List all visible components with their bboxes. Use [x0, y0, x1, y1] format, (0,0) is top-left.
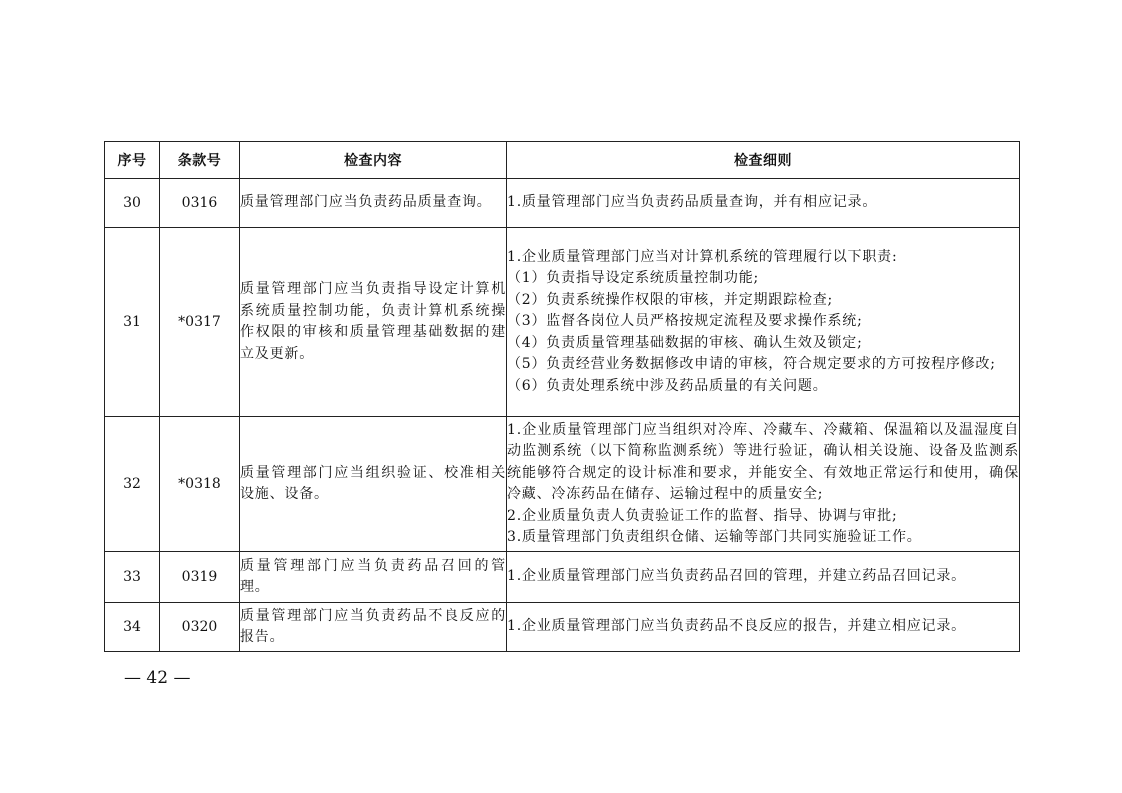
detail-line: 1.企业质量管理部门应当组织对冷库、冷藏车、冷藏箱、保温箱以及温湿度自动监测系统（以下简称监测系统）等进行验证，确认相关设施、设备及监测系统能够符合规定的设计标准和要求，并能安全、有效地正常运行和使用，确保冷藏、冷冻药品在储存、运输过程中的质量安全; — [507, 421, 1019, 502]
detail-line: 3.质量管理部门负责组织仓储、运输等部门共同实施验证工作。 — [507, 529, 922, 545]
row-num: 33 — [105, 552, 160, 603]
table-row — [105, 179, 1020, 228]
detail-line: （3）监督各岗位人员严格按规定流程及要求操作系统; — [507, 313, 863, 330]
detail-line: （4）负责质量管理基础数据的审核、确认生效及锁定; — [507, 334, 863, 351]
detail-line: （2）负责系统操作权限的审核，并定期跟踪检查; — [507, 291, 834, 308]
table-row — [105, 603, 1020, 652]
row-num: 31 — [105, 228, 160, 417]
detail-line: （6）负责处理系统中涉及药品质量的有关问题。 — [507, 377, 828, 394]
row-num: 32 — [105, 417, 160, 552]
row-detail — [507, 417, 1020, 552]
row-num: 34 — [105, 603, 160, 652]
header-clause: 条款号 — [160, 142, 240, 179]
row-content: 质量管理部门应当负责药品质量查询。 — [240, 179, 507, 228]
detail-line: （1）负责指导设定系统质量控制功能; — [507, 270, 760, 287]
row-content: 质量管理部门应当组织验证、校准相关设施、设备。 — [240, 417, 507, 552]
row-clause: 0320 — [160, 603, 240, 652]
row-clause: *0317 — [160, 228, 240, 417]
row-clause: *0318 — [160, 417, 240, 552]
row-content: 质量管理部门应当负责药品召回的管理。 — [240, 552, 507, 603]
inspection-table — [104, 141, 1020, 652]
detail-line: 1.企业质量管理部门应当负责药品召回的管理，并建立药品召回记录。 — [507, 568, 966, 585]
page-number: — 42 — — [124, 668, 191, 688]
header-detail: 检查细则 — [507, 142, 1020, 179]
row-detail — [507, 552, 1020, 603]
table-row — [105, 228, 1020, 417]
row-num: 30 — [105, 179, 160, 228]
detail-line: 1.企业质量管理部门应当负责药品不良反应的报告，并建立相应记录。 — [507, 618, 966, 635]
table-header-row — [105, 142, 1020, 179]
detail-line: （5）负责经营业务数据修改申请的审核，符合规定要求的方可按程序修改; — [507, 356, 996, 373]
row-content: 质量管理部门应当负责药品不良反应的报告。 — [240, 603, 507, 652]
row-clause: 0316 — [160, 179, 240, 228]
row-detail — [507, 228, 1020, 417]
table-row — [105, 417, 1020, 552]
detail-line: 1.质量管理部门应当负责药品质量查询，并有相应记录。 — [507, 194, 878, 211]
row-clause: 0319 — [160, 552, 240, 603]
detail-line: 2.企业质量负责人负责验证工作的监督、指导、协调与审批; — [507, 507, 898, 524]
header-content: 检查内容 — [240, 142, 507, 179]
row-detail — [507, 179, 1020, 228]
header-num: 序号 — [105, 142, 160, 179]
row-detail — [507, 603, 1020, 652]
detail-line: 1.企业质量管理部门应当对计算机系统的管理履行以下职责: — [507, 248, 898, 265]
table-row — [105, 552, 1020, 603]
row-content: 质量管理部门应当负责指导设定计算机系统质量控制功能，负责计算机系统操作权限的审核和质量管理基础数据的建立及更新。 — [240, 228, 507, 417]
